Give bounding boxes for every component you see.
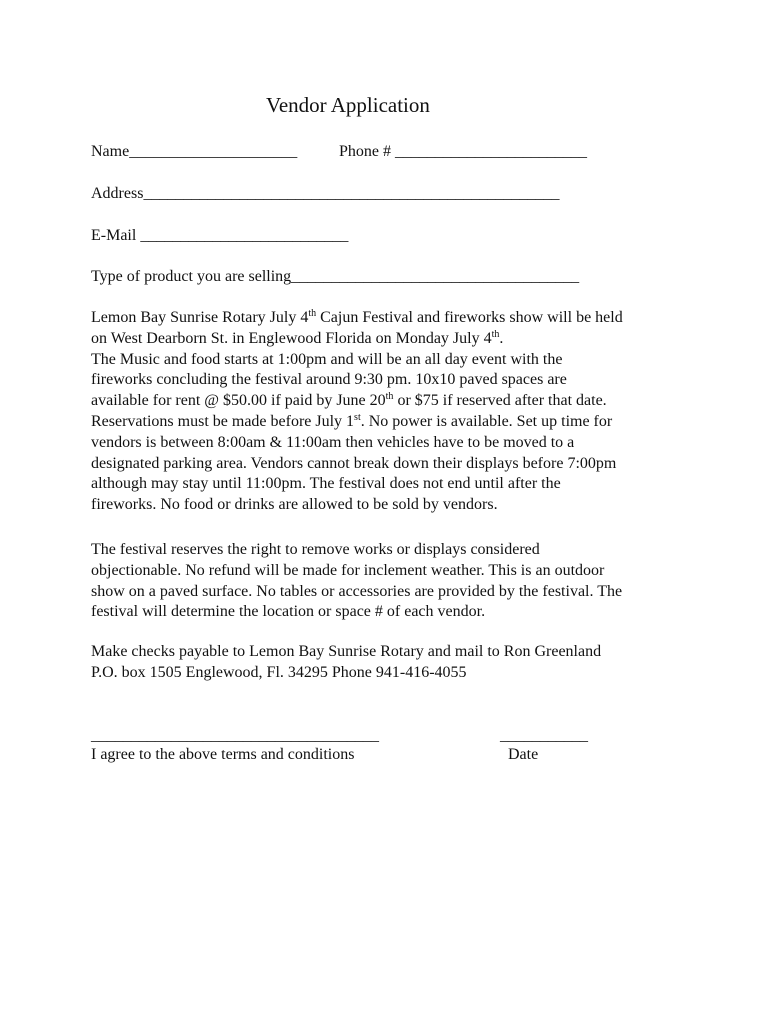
- info-line: although may stay until 11:00pm. The festival does not end until after the: [91, 475, 561, 493]
- rights-line: The festival reserves the right to remove works or displays considered: [91, 541, 540, 558]
- page-title: Vendor Application: [266, 93, 430, 117]
- name-field: Name_____________________: [91, 143, 298, 160]
- info-line: designated parking area. Vendors cannot break down their displays before 7:00pm: [91, 454, 617, 472]
- product-field: Type of product you are selling____________________________________: [91, 268, 580, 285]
- date-signature-line: ___________: [500, 727, 588, 744]
- info-line: available for rent @ $50.00 if paid by June 20th or $75 if reserved after that date.: [91, 391, 607, 410]
- rights-line: festival will determine the location or space # of each vendor.: [91, 603, 486, 621]
- agree-label: I agree to the above terms and conditions: [91, 746, 355, 763]
- phone-field: Phone # ________________________: [339, 143, 587, 160]
- date-label: Date: [508, 746, 539, 763]
- rights-line: show on a paved surface. No tables or accessories are provided by the festival. The: [91, 582, 623, 600]
- info-line: fireworks. No food or drinks are allowed to be sold by vendors.: [91, 496, 498, 514]
- info-line: Lemon Bay Sunrise Rotary July 4th Cajun Festival and fireworks show will be held: [91, 308, 623, 326]
- rights-paragraph: [91, 540, 691, 623]
- email-field: E-Mail __________________________: [91, 227, 349, 244]
- info-line: The Music and food starts at 1:00pm and will be an all day event with the: [91, 350, 563, 368]
- rights-line: objectionable. No refund will be made for inclement weather. This is an outdoor: [91, 561, 605, 579]
- info-line: vendors is between 8:00am & 11:00am then vehicles have to be moved to a: [91, 433, 575, 451]
- payment-paragraph: [91, 642, 691, 684]
- info-line: on West Dearborn St. in Englewood Florida on Monday July 4th.: [91, 328, 504, 347]
- info-line: fireworks concluding the festival around 9:30 pm. 10x10 paved spaces are: [91, 371, 567, 389]
- payment-line: P.O. box 1505 Englewood, Fl. 34295 Phone 941-416-4055: [91, 663, 467, 681]
- info-paragraph: [91, 308, 691, 516]
- payment-line: Make checks payable to Lemon Bay Sunrise Rotary and mail to Ron Greenland: [91, 643, 602, 660]
- address-field: Address____________________________________________________: [91, 185, 560, 202]
- agree-signature-line: ____________________________________: [91, 727, 379, 744]
- info-line: Reservations must be made before July 1st. No power is available. Set up time for: [91, 411, 613, 430]
